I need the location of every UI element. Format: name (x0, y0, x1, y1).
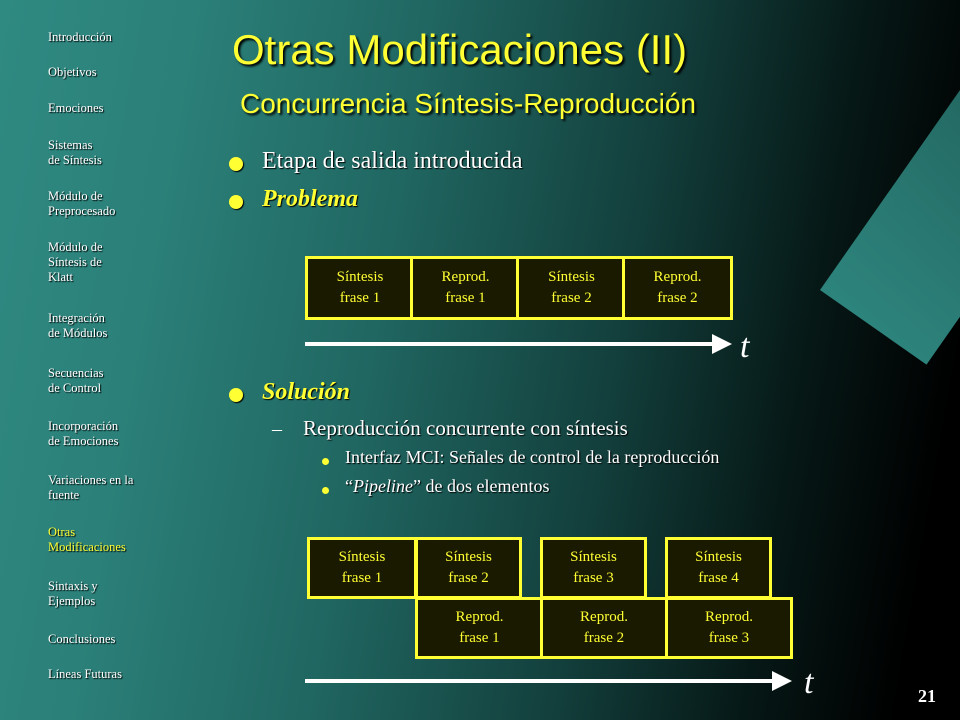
nav-item-incorporacion-emociones[interactable]: Incorporación de Emociones (48, 419, 119, 448)
nav-item-secuencias-control[interactable]: Secuencias de Control (48, 366, 104, 395)
bullet-dot (229, 157, 243, 171)
time-axis-label: t (804, 664, 814, 701)
nav-item-sistemas-de-sintesis[interactable]: Sistemas de Síntesis (48, 138, 102, 167)
subsub-bullet-dot (322, 458, 329, 465)
subsub-bullet-dot (322, 487, 329, 494)
bullet-dot (229, 388, 243, 402)
bullet-dot (229, 195, 243, 209)
box-reprod-frase-2: Reprod. frase 2 (540, 597, 668, 659)
quote-open: “ (345, 476, 353, 496)
time-axis-arrowhead (712, 334, 732, 354)
box-sintesis-frase-4: Síntesis frase 4 (665, 537, 772, 599)
nav-item-variaciones-fuente[interactable]: Variaciones en la fuente (48, 473, 134, 502)
time-axis-line (305, 679, 777, 683)
bullet-problema: Problema (262, 186, 358, 212)
nav-item-modulo-preprocesado[interactable]: Módulo de Preprocesado (48, 189, 116, 218)
pipeline-term: Pipeline (353, 476, 413, 496)
page-number: 21 (918, 686, 936, 706)
box-reprod-frase-1: Reprod. frase 1 (415, 597, 544, 659)
bullet-solucion: Solución (262, 379, 351, 405)
slide-subtitle: Concurrencia Síntesis-Reproducción (240, 88, 696, 119)
nav-item-conclusiones[interactable]: Conclusiones (48, 632, 116, 646)
time-axis-label: t (740, 328, 750, 365)
sub-bullet-reproduccion: Reproducción concurrente con síntesis (303, 416, 628, 440)
subsub-bullet-mci: Interfaz MCI: Señales de control de la reproducción (345, 447, 720, 467)
box-sintesis-frase-1: Síntesis frase 1 (305, 256, 415, 320)
time-axis-line (305, 342, 715, 346)
box-reprod-frase-1: Reprod. frase 1 (410, 256, 521, 320)
box-sintesis-frase-2: Síntesis frase 2 (516, 256, 627, 320)
box-reprod-frase-3: Reprod. frase 3 (665, 597, 793, 659)
box-sintesis-frase-2: Síntesis frase 2 (415, 537, 522, 599)
box-sintesis-frase-3: Síntesis frase 3 (540, 537, 647, 599)
nav-item-introduccion[interactable]: Introducción (48, 30, 112, 44)
nav-item-integracion-modulos[interactable]: Integración de Módulos (48, 311, 108, 340)
slide-title: Otras Modificaciones (II) (232, 26, 688, 73)
nav-item-objetivos[interactable]: Objetivos (48, 65, 97, 79)
nav-item-modulo-klatt[interactable]: Módulo de Síntesis de Klatt (48, 240, 103, 284)
time-axis-arrowhead (772, 671, 792, 691)
box-sintesis-frase-1: Síntesis frase 1 (307, 537, 417, 599)
nav-item-lineas-futuras[interactable]: Líneas Futuras (48, 667, 122, 681)
subsub-bullet-pipeline (345, 476, 549, 497)
bullet-etapa-salida: Etapa de salida introducida (262, 148, 523, 174)
nav-item-sintaxis-ejemplos[interactable]: Sintaxis y Ejemplos (48, 579, 98, 608)
pipeline-rest: ” de dos elementos (412, 476, 550, 496)
nav-item-otras-modificaciones[interactable]: Otras Modificaciones (48, 525, 126, 554)
box-reprod-frase-2: Reprod. frase 2 (622, 256, 733, 320)
nav-item-emociones[interactable]: Emociones (48, 101, 104, 115)
sub-bullet-dash: – (272, 418, 282, 440)
